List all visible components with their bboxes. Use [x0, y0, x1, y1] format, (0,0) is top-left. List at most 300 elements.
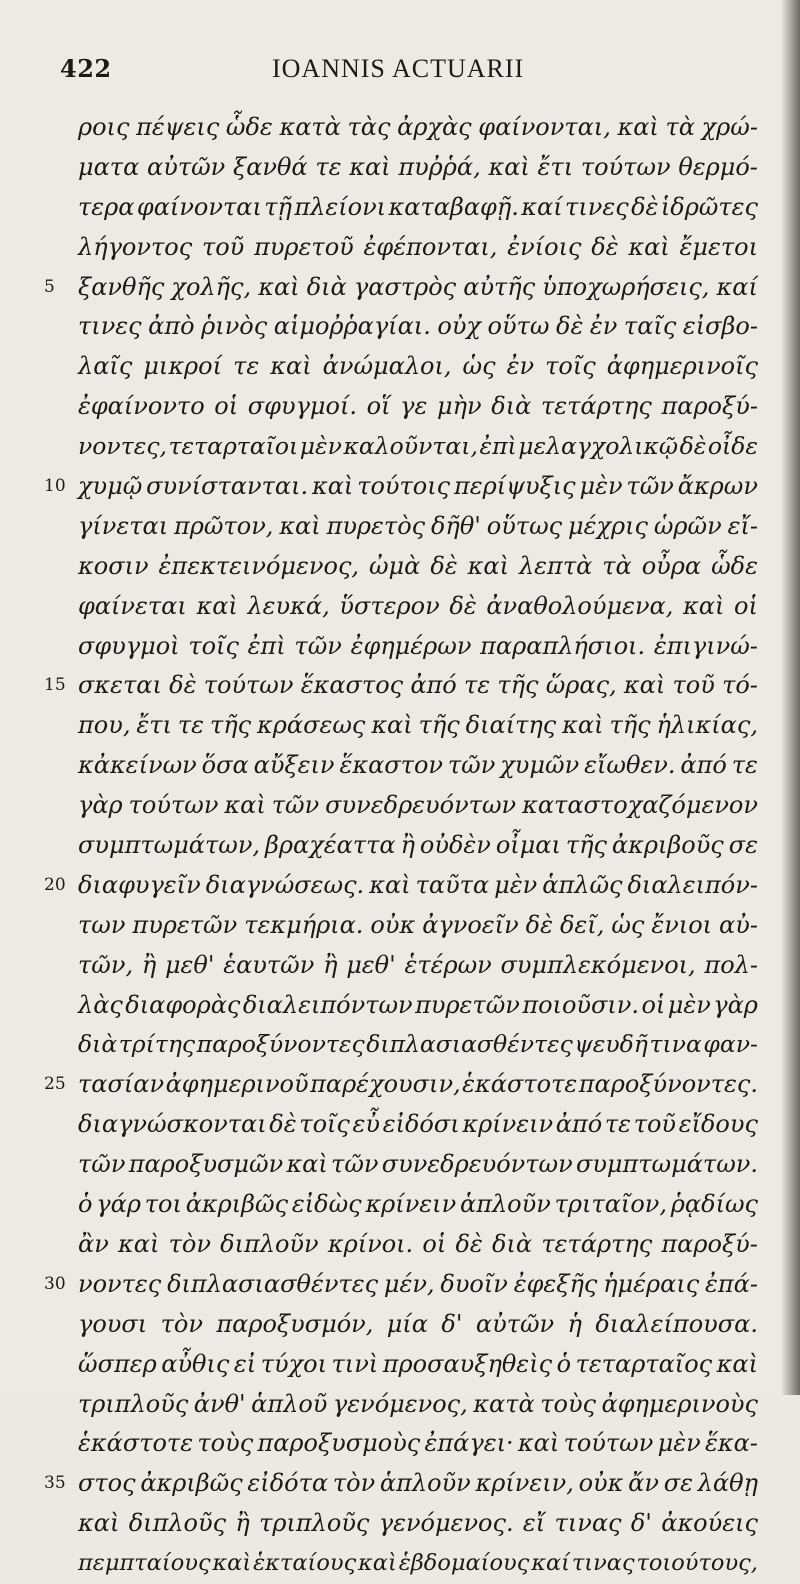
word: χυμῶν — [500, 751, 580, 780]
word: ἕκα- — [704, 1429, 758, 1458]
word: τὸν — [332, 1469, 376, 1498]
word: χολῆς, — [171, 272, 252, 301]
word: τινες — [78, 312, 142, 341]
word: λάθῃ — [697, 1469, 758, 1498]
text-line — [78, 946, 758, 986]
word: ὡς — [611, 910, 645, 939]
word: συνεδρευόντων — [381, 1150, 573, 1179]
word: λήγοντος — [78, 232, 193, 261]
word: διαγνώσεως. — [205, 870, 365, 899]
word: τοι — [144, 1190, 182, 1219]
word: μέν, — [383, 1269, 435, 1298]
word: πυῤῥά, — [398, 152, 481, 181]
word: ἐνίοις — [507, 232, 582, 261]
word: διὰ — [78, 1030, 118, 1059]
word: τῶν — [294, 631, 342, 660]
word: ἡλικίας, — [656, 711, 758, 740]
word: δὲ — [556, 312, 584, 341]
word: κρίνειν — [365, 1190, 457, 1219]
word: ἐφαίνοντο — [78, 392, 205, 421]
word: καὶ — [628, 232, 670, 261]
word: γάρ — [96, 1190, 141, 1219]
word: δὲ — [525, 910, 553, 939]
word: τριπλοῦς — [78, 1389, 189, 1418]
word: χυμῷ — [78, 472, 143, 501]
word: εὖ — [352, 1110, 381, 1139]
word: τῇ — [264, 192, 292, 221]
text-line — [78, 986, 758, 1026]
word: τε — [463, 671, 491, 700]
word: φαν- — [703, 1030, 758, 1059]
word: δεῖ, — [559, 910, 605, 939]
text-line — [78, 786, 758, 826]
word: διὰ — [491, 392, 532, 421]
word: ὡς — [462, 352, 496, 381]
word: κρίνειν, — [475, 1469, 574, 1498]
word: ὥρας, — [545, 671, 617, 700]
word: τῆς — [210, 711, 252, 740]
word: πέψεις — [136, 113, 220, 141]
word: καὶ — [311, 472, 354, 501]
word: καὶ — [716, 1349, 758, 1378]
text-line — [78, 188, 758, 228]
word: εἴδους — [678, 1110, 758, 1139]
word: διαίτης — [465, 711, 557, 740]
text-line — [78, 1145, 758, 1185]
word: πυρετῶν — [415, 990, 520, 1019]
word: φαίνονται — [136, 192, 262, 221]
word: καὶ — [467, 551, 509, 580]
word: περίψυξις — [453, 472, 576, 501]
word: τοιούτους, — [636, 1550, 758, 1577]
word: συνεδρευόντων — [325, 791, 517, 820]
text-line — [78, 1225, 758, 1265]
word: οὕτως — [486, 511, 563, 540]
line-number: 35 — [44, 1473, 66, 1494]
word: τῶν — [626, 472, 674, 501]
word: ἐπιγινώ- — [653, 631, 758, 660]
word: δὲ — [679, 432, 707, 461]
word: καὶ — [683, 591, 725, 620]
word: λευκά, — [247, 591, 330, 620]
word: ὠμὰ — [368, 551, 421, 580]
word: οἶμαι — [495, 831, 561, 860]
word: οἱ — [641, 990, 666, 1019]
word: διαλειπόν- — [627, 870, 758, 899]
text-line — [78, 228, 758, 268]
word: τεταρταῖος — [575, 1349, 713, 1378]
word: τινας — [554, 1509, 622, 1538]
word: μεθ' — [164, 950, 215, 979]
word: δὲ — [169, 671, 197, 700]
word: βραχέαττα — [265, 831, 396, 860]
word: ταῖς — [623, 312, 677, 341]
word: ἑκάστοτε — [462, 1070, 578, 1099]
text-line — [78, 1424, 758, 1464]
word: τερα — [78, 192, 135, 221]
word: αὖθις — [161, 1349, 230, 1378]
word: ματα — [78, 152, 140, 181]
word: κράσεως — [257, 711, 366, 740]
word: τοὺς — [540, 1389, 596, 1418]
word: οἱ — [214, 392, 239, 421]
word: ἐν — [589, 312, 618, 341]
word: μὴν — [437, 392, 482, 421]
line-number: 30 — [44, 1273, 66, 1294]
word: σε — [663, 1469, 693, 1498]
word: παροξυσμοὺς — [257, 1429, 421, 1458]
text-line — [78, 507, 758, 547]
word: τῆς — [497, 671, 539, 700]
word: φαίνονται, — [478, 113, 611, 141]
word: ἄν — [628, 1469, 659, 1498]
text-line — [44, 1065, 758, 1105]
word: ἀναθολούμενα, — [486, 591, 674, 620]
word: μὲν — [494, 870, 538, 899]
word: τῶν — [447, 751, 496, 780]
text-line — [78, 1305, 758, 1345]
word: πυρετὸς — [326, 511, 426, 540]
word: καὶ — [258, 272, 300, 301]
word: ἄκρων — [677, 472, 758, 501]
word: γε — [400, 392, 428, 421]
word: κατὰ — [279, 113, 341, 141]
word: δὲ — [591, 232, 619, 261]
text-line — [78, 587, 758, 627]
text-line — [78, 1105, 758, 1145]
word: πρῶτον, — [174, 511, 274, 540]
word: ἐφεξῆς — [513, 1269, 598, 1298]
text-line — [78, 1345, 758, 1385]
word: ἐπάγει· — [424, 1429, 514, 1458]
word: καὶ — [78, 1509, 120, 1538]
word: διπλοῦν — [220, 1229, 319, 1258]
text-line — [78, 1504, 758, 1544]
text-line — [78, 387, 758, 427]
word: τὸν — [160, 1309, 203, 1338]
word: ἢ — [400, 831, 415, 860]
word: διὰ — [306, 272, 347, 301]
word: καὶ — [270, 352, 312, 381]
word: τριπλοῦς — [259, 1509, 370, 1538]
word: τριταῖον, — [554, 1190, 667, 1219]
line-number: 20 — [44, 874, 66, 895]
page-header — [0, 50, 800, 90]
word: ἐφημέρων — [350, 631, 472, 660]
word: ῥᾳδίως — [670, 1190, 758, 1219]
word: τούτων — [563, 1429, 654, 1458]
word: καὶ — [224, 791, 266, 820]
word: γὰρ — [713, 990, 758, 1019]
word: ἀγνοεῖν — [422, 910, 519, 939]
word: τε — [177, 711, 205, 740]
line-number: 15 — [44, 675, 66, 696]
word: ὁ — [78, 1190, 93, 1219]
word: κατὰ — [473, 1389, 535, 1418]
word: ἀπὸ — [148, 312, 195, 341]
word: ἀπό — [410, 671, 457, 700]
word: μέχρις — [567, 511, 648, 540]
word: παροξυσμῶν — [128, 1150, 284, 1179]
word: τῆς — [565, 831, 607, 860]
word: τὰ — [665, 113, 695, 141]
word: τινας — [571, 1550, 635, 1577]
word: ἀνώμαλοι, — [322, 352, 452, 381]
word: γενόμενος, — [332, 1389, 468, 1418]
word: πυρετοῦ — [254, 232, 354, 261]
word: πολ- — [704, 950, 758, 979]
word: παροξυσμόν, — [216, 1309, 374, 1338]
word: καὶ — [279, 511, 321, 540]
word: καὶ — [369, 870, 411, 899]
word: ἔτι — [136, 711, 172, 740]
text-line — [78, 347, 758, 387]
word: δ' — [630, 1509, 652, 1538]
word: κρίνειν — [462, 1110, 554, 1139]
word: δ' — [441, 1309, 463, 1338]
word: τε — [315, 152, 342, 181]
word: τὸν — [168, 1229, 211, 1258]
text-line — [78, 826, 758, 866]
word: ποιοῦσιν. — [522, 990, 639, 1019]
word: καὶ — [212, 1550, 252, 1577]
line-number: 25 — [44, 1074, 66, 1095]
word: καὶ — [488, 152, 530, 181]
word: συμπτωμάτων. — [575, 1150, 758, 1179]
word: δὲ — [269, 1110, 297, 1139]
text-line — [44, 467, 758, 507]
word: τε — [604, 1110, 632, 1139]
word: οὐχ — [437, 312, 481, 341]
word: ἀφημερινοῦ — [165, 1070, 309, 1099]
word: τοῦ — [672, 671, 715, 700]
word: τινὶ — [331, 1349, 379, 1378]
word: τεκμήρια. — [244, 910, 364, 939]
word: γαστρὸς — [353, 272, 457, 301]
word: καὶ — [118, 1229, 160, 1258]
word: καὶ — [349, 152, 391, 181]
word: τρίτης — [118, 1030, 196, 1059]
word: νοντες, — [78, 432, 167, 461]
word: ἀκριβῶς — [140, 1469, 243, 1498]
word: καὶ — [286, 1150, 328, 1179]
word: ἐν — [506, 352, 535, 381]
text-line — [78, 427, 758, 467]
word: ὁ — [556, 1349, 572, 1378]
word: μὲν — [299, 432, 342, 461]
word: τὰ — [602, 551, 632, 580]
word: καὶ — [358, 1550, 397, 1577]
text-line — [78, 547, 758, 587]
word: καλοῦνται, — [343, 432, 478, 461]
word: τινα — [649, 1030, 702, 1059]
word: ἀφημερινοὺς — [601, 1389, 758, 1418]
word: ὅσα — [201, 751, 249, 780]
body-text — [44, 108, 758, 1584]
word: τῶν — [78, 1150, 126, 1179]
word: ἢ — [235, 1509, 250, 1538]
word: διπλασιασθέντες — [167, 1269, 379, 1298]
word: ἐπὶ — [479, 432, 517, 461]
word: αὔξειν — [253, 751, 335, 780]
word: ὧδε — [711, 551, 758, 580]
word: τὰς — [347, 113, 391, 141]
word: ἑκταίους — [253, 1550, 357, 1577]
word: πεμπταίους — [78, 1550, 211, 1577]
text-line — [78, 1544, 758, 1584]
text-line — [78, 1385, 758, 1425]
word: διπλασιασθέντες — [366, 1030, 573, 1059]
word: ἢ — [323, 950, 338, 979]
word: εἴ — [522, 1509, 546, 1538]
word: δὲ — [631, 192, 659, 221]
text-line — [78, 627, 758, 667]
word: ὧδε — [225, 113, 273, 141]
word: τῶν, — [78, 950, 134, 979]
text-line — [78, 148, 758, 188]
word: πλείονι — [294, 192, 387, 221]
text-line — [78, 1185, 758, 1225]
word: διαλείπουσα. — [595, 1309, 758, 1338]
word: ἡ — [567, 1309, 582, 1338]
word: ἐπά- — [705, 1269, 758, 1298]
text-line — [44, 1265, 758, 1305]
word: παροξύ- — [661, 1229, 758, 1258]
word: καὶ — [562, 711, 604, 740]
word: ψευδῆ — [574, 1030, 648, 1059]
word: ξανθῆς — [78, 272, 165, 301]
line-number: 10 — [44, 476, 66, 497]
word: ἐπὶ — [247, 631, 286, 660]
word: καὶ — [517, 1429, 560, 1458]
word: εἴωθεν. — [584, 751, 676, 780]
word: οἶδε — [707, 432, 758, 461]
word: τεταρταῖοι — [168, 432, 299, 461]
running-title: IOANNIS ACTUARII — [272, 54, 525, 83]
word: τοῦ — [633, 1110, 677, 1139]
word: ὑποχωρήσεις, — [542, 272, 710, 301]
word: εἰδόσι — [382, 1110, 460, 1139]
word: τοῖς — [188, 631, 239, 660]
word: ἁπλοῦν — [459, 1190, 551, 1219]
word: ἀρχὰς — [397, 113, 472, 141]
word: δὲ — [449, 591, 477, 620]
word: ἀφημερινοῖς — [606, 352, 758, 381]
word: ροις — [78, 113, 130, 141]
word: παροξύ- — [661, 392, 758, 421]
word: δῆθ' — [430, 511, 481, 540]
word: οὐκ — [370, 910, 416, 939]
word: γὰρ — [78, 791, 123, 820]
word: τούτων — [203, 671, 294, 700]
word: καὶ — [196, 591, 238, 620]
word: τούτων — [128, 791, 219, 820]
word: ἂν — [78, 1229, 109, 1258]
word: διπλοῦς — [128, 1509, 227, 1538]
word: χρώ- — [701, 113, 758, 141]
text-line — [78, 706, 758, 746]
word: λαῖς — [78, 352, 133, 381]
word: μικροί — [143, 352, 223, 381]
line-number: 5 — [44, 276, 55, 297]
word: ἁπλῶς — [542, 870, 623, 899]
word: μὲν — [657, 1429, 701, 1458]
word: λεπτὰ — [518, 551, 593, 580]
word: μὲν — [667, 990, 711, 1019]
word: διαφορὰς — [125, 990, 241, 1019]
word: παροξύνοντες. — [578, 1070, 758, 1099]
text-line — [78, 307, 758, 347]
text-line — [78, 906, 758, 946]
word: ἀκριβῶς — [185, 1190, 289, 1219]
word: τετάρτης — [540, 392, 652, 421]
word: καταβαφῇ. — [388, 192, 519, 221]
word: σκεται — [78, 671, 162, 700]
text-line — [44, 866, 758, 906]
word: δυοῖν — [440, 1269, 508, 1298]
word: δὲ — [430, 551, 458, 580]
word: σφυγμοὶ — [78, 631, 180, 660]
word: ἡμέραις — [603, 1269, 700, 1298]
word: ἀπό — [680, 751, 727, 780]
word: ἀκούεις — [661, 1509, 758, 1538]
word: των — [78, 910, 126, 939]
word: καὶ — [371, 711, 413, 740]
word: οὐδὲν — [419, 831, 491, 860]
word: αὐτῶν — [147, 152, 226, 181]
word: παραπλήσιοι. — [480, 631, 646, 660]
word: διὰ — [492, 1229, 533, 1258]
word: τασίαν — [78, 1070, 165, 1099]
text-line — [78, 746, 758, 786]
word: ὥσπερ — [78, 1349, 157, 1378]
word: λὰς — [78, 990, 123, 1019]
word: ἁπλοῦ — [251, 1389, 328, 1418]
word: οὐκ — [578, 1469, 624, 1498]
word: τούτοις — [357, 472, 451, 501]
word: στος — [78, 1469, 136, 1498]
word: τῶν — [271, 791, 320, 820]
word: οἱ — [422, 1229, 447, 1258]
word: κἀκείνων — [78, 751, 197, 780]
word: κρίνοι. — [327, 1229, 414, 1258]
word: εἴ- — [727, 511, 758, 540]
word: μελαγχολικῷ — [518, 432, 679, 461]
word: δὲ — [455, 1229, 483, 1258]
word: ξανθά — [232, 152, 308, 181]
word: εἰ — [233, 1349, 257, 1378]
word: ἢ — [141, 950, 157, 979]
word: τοῦ — [201, 232, 245, 261]
word: συμπτωμάτων, — [78, 831, 261, 860]
word: τοῖς — [545, 352, 596, 381]
word: εἰδὼς — [291, 1190, 362, 1219]
page-edge-shadow — [782, 0, 800, 1395]
word: τούτων — [580, 152, 671, 181]
word: συμπλεκόμενοι, — [500, 950, 696, 979]
word: ἕκαστον — [339, 751, 443, 780]
word: γίνεται — [78, 511, 169, 540]
word: καί — [531, 1550, 570, 1577]
word: σφυγμοί. — [247, 392, 358, 421]
word: εἰδότα — [247, 1469, 329, 1498]
text-line — [44, 1464, 758, 1504]
word: ἀκριβοῦς — [611, 831, 724, 860]
word: οὕτω — [487, 312, 550, 341]
word: φαίνεται — [78, 591, 187, 620]
word: παρέχουσιν, — [310, 1070, 461, 1099]
word: αἱμοῤῥαγίαι. — [273, 312, 431, 341]
